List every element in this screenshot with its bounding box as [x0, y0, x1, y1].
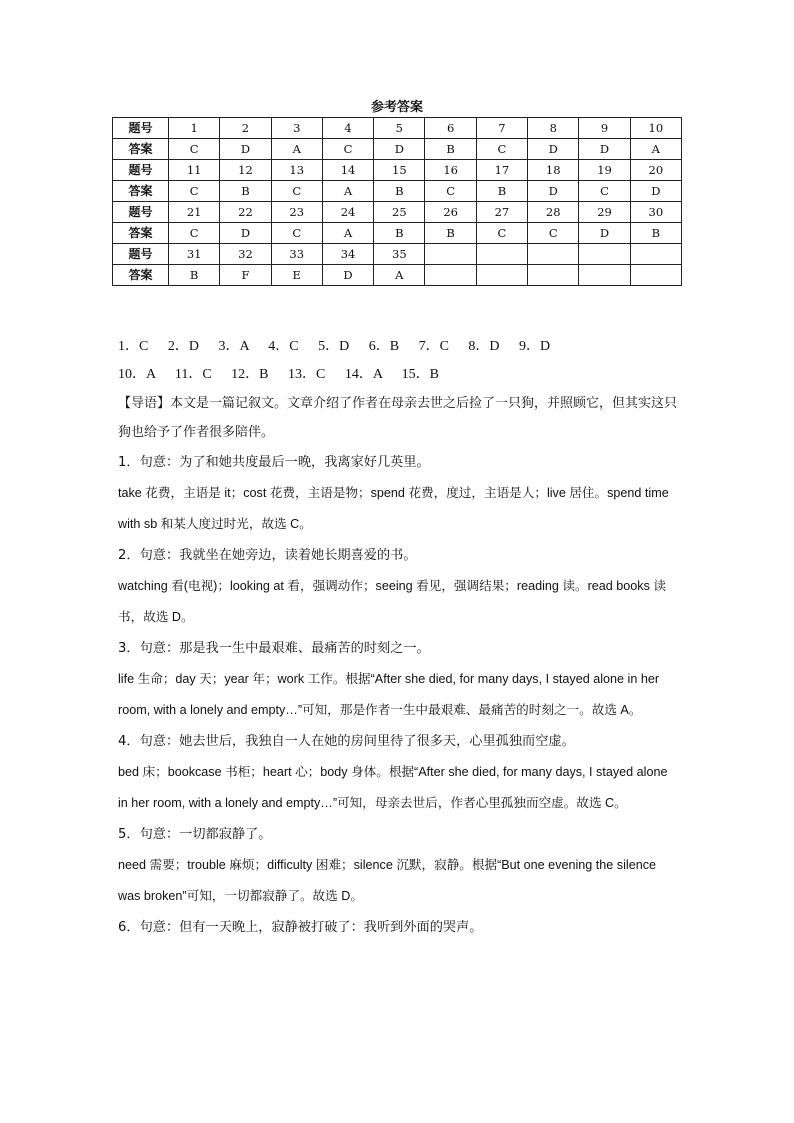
table-cell: 22 [220, 202, 271, 223]
item-explanation: watching 看(电视)；looking at 看，强调动作；seeing 看见，强调结果；reading 读。read books 读书，故选 D。 [118, 579, 666, 624]
table-row [113, 244, 682, 265]
table-cell: 21 [169, 202, 220, 223]
table-cell: 20 [630, 160, 681, 181]
table-cell: B [425, 223, 476, 244]
table-cell: A [322, 181, 373, 202]
table-cell: 5 [374, 118, 425, 139]
table-row [113, 139, 682, 160]
table-cell: 16 [425, 160, 476, 181]
table-cell [579, 265, 630, 286]
table-cell: D [579, 139, 630, 160]
table-row [113, 265, 682, 286]
table-cell: 1 [169, 118, 220, 139]
table-cell: C [476, 139, 527, 160]
answer-summary-line-1: 1．C 2．D 3．A 4．C 5．D 6．B 7．C 8．D 9．D [118, 339, 551, 354]
row-label: 题号 [113, 118, 169, 139]
intro-paragraph: 【导语】本文是一篇记叙文。文章介绍了作者在母亲去世之后捡了一只狗，并照顾它，但其实这只狗也给予了作者很多陪伴。 [118, 396, 678, 440]
item-explanation: take 花费，主语是 it；cost 花费，主语是物；spend 花费，度过，主语是人；live 居住。spend time with sb 和某人度过时光，故选 C。 [118, 486, 669, 531]
table-cell: D [374, 139, 425, 160]
table-cell: 3 [271, 118, 322, 139]
table-cell: F [220, 265, 271, 286]
table-cell: 6 [425, 118, 476, 139]
table-cell: C [169, 181, 220, 202]
table-cell: C [579, 181, 630, 202]
table-cell: A [630, 139, 681, 160]
table-cell: 29 [579, 202, 630, 223]
item-explanation: need 需要；trouble 麻烦；difficulty 困难；silence 沉默，寂静。根据“But one evening the silence was broken”可知，一切都寂静了。故选 D。 [118, 858, 657, 903]
table-cell: 32 [220, 244, 271, 265]
table-cell: 25 [374, 202, 425, 223]
table-cell: 7 [476, 118, 527, 139]
row-label: 题号 [113, 244, 169, 265]
table-cell: 8 [528, 118, 579, 139]
table-cell: C [322, 139, 373, 160]
table-cell: B [169, 265, 220, 286]
row-label: 答案 [113, 265, 169, 286]
table-cell: D [528, 139, 579, 160]
table-cell: 27 [476, 202, 527, 223]
table-row [113, 160, 682, 181]
table-cell [476, 265, 527, 286]
row-label: 题号 [113, 202, 169, 223]
table-cell: C [169, 223, 220, 244]
table-cell: 26 [425, 202, 476, 223]
table-cell: B [476, 181, 527, 202]
table-row [113, 202, 682, 223]
table-cell: 31 [169, 244, 220, 265]
table-cell: E [271, 265, 322, 286]
table-cell: D [579, 223, 630, 244]
table-cell: 10 [630, 118, 681, 139]
table-cell: D [220, 223, 271, 244]
table-cell [528, 244, 579, 265]
item-sentence: 5．句意：一切都寂静了。 [118, 827, 272, 842]
table-cell: 33 [271, 244, 322, 265]
table-cell: 23 [271, 202, 322, 223]
table-cell: A [271, 139, 322, 160]
table-cell [630, 244, 681, 265]
table-cell: D [220, 139, 271, 160]
explanation-body [118, 333, 678, 943]
table-cell: D [322, 265, 373, 286]
table-cell: A [374, 265, 425, 286]
table-cell: C [271, 181, 322, 202]
table-cell: C [528, 223, 579, 244]
explanation-items [118, 447, 678, 943]
table-cell [476, 244, 527, 265]
table-cell: 34 [322, 244, 373, 265]
table-cell: 19 [579, 160, 630, 181]
item-sentence: 6．句意：但有一天晚上，寂静被打破了：我听到外面的哭声。 [118, 920, 483, 935]
table-cell [425, 244, 476, 265]
table-cell: C [271, 223, 322, 244]
table-cell: 13 [271, 160, 322, 181]
table-cell: 17 [476, 160, 527, 181]
table-cell: A [322, 223, 373, 244]
item-sentence: 4．句意：她去世后，我独自一人在她的房间里待了很多天，心里孤独而空虚。 [118, 734, 575, 749]
table-cell: 11 [169, 160, 220, 181]
table-cell [630, 265, 681, 286]
table-cell: C [169, 139, 220, 160]
item-explanation: bed 床；bookcase 书柜；heart 心；body 身体。根据“After she died, for many days, I stayed alone in her room, with a lonely and empty…”可知，母亲去世后，作者心里孤独而空虚。故选 C。 [118, 765, 668, 810]
table-cell: 15 [374, 160, 425, 181]
table-cell [528, 265, 579, 286]
item-explanation: life 生命；day 天；year 年；work 工作。根据“After she died, for many days, I stayed alone in her room, with a lonely and empty…”可知，那是作者一生中最艰难、最痛苦的时刻之一。故选 A。 [118, 672, 660, 717]
row-label: 答案 [113, 139, 169, 160]
table-cell: 30 [630, 202, 681, 223]
table-cell: B [220, 181, 271, 202]
table-cell: 14 [322, 160, 373, 181]
table-cell: D [528, 181, 579, 202]
table-row [113, 223, 682, 244]
row-label: 题号 [113, 160, 169, 181]
table-row [113, 181, 682, 202]
item-sentence: 1．句意：为了和她共度最后一晚，我离家好几英里。 [118, 455, 430, 470]
table-cell [579, 244, 630, 265]
answer-table [112, 117, 682, 286]
row-label: 答案 [113, 223, 169, 244]
table-cell: 2 [220, 118, 271, 139]
table-cell: 12 [220, 160, 271, 181]
table-cell: 35 [374, 244, 425, 265]
table-cell [425, 265, 476, 286]
table-cell: B [374, 223, 425, 244]
table-cell: B [630, 223, 681, 244]
table-cell: C [476, 223, 527, 244]
table-cell: C [425, 181, 476, 202]
item-sentence: 2．句意：我就坐在她旁边，读着她长期喜爱的书。 [118, 548, 417, 563]
item-sentence: 3．句意：那是我一生中最艰难、最痛苦的时刻之一。 [118, 641, 430, 656]
table-cell: 9 [579, 118, 630, 139]
table-cell: B [374, 181, 425, 202]
table-row [113, 118, 682, 139]
table-cell: 18 [528, 160, 579, 181]
table-cell: 24 [322, 202, 373, 223]
table-cell: D [630, 181, 681, 202]
answer-summary-line-2: 10．A 11．C 12．B 13．C 14．A 15．B [118, 367, 440, 382]
table-cell: 28 [528, 202, 579, 223]
answer-key-title: 参考答案 [370, 100, 423, 115]
table-cell: 4 [322, 118, 373, 139]
row-label: 答案 [113, 181, 169, 202]
table-cell: B [425, 139, 476, 160]
